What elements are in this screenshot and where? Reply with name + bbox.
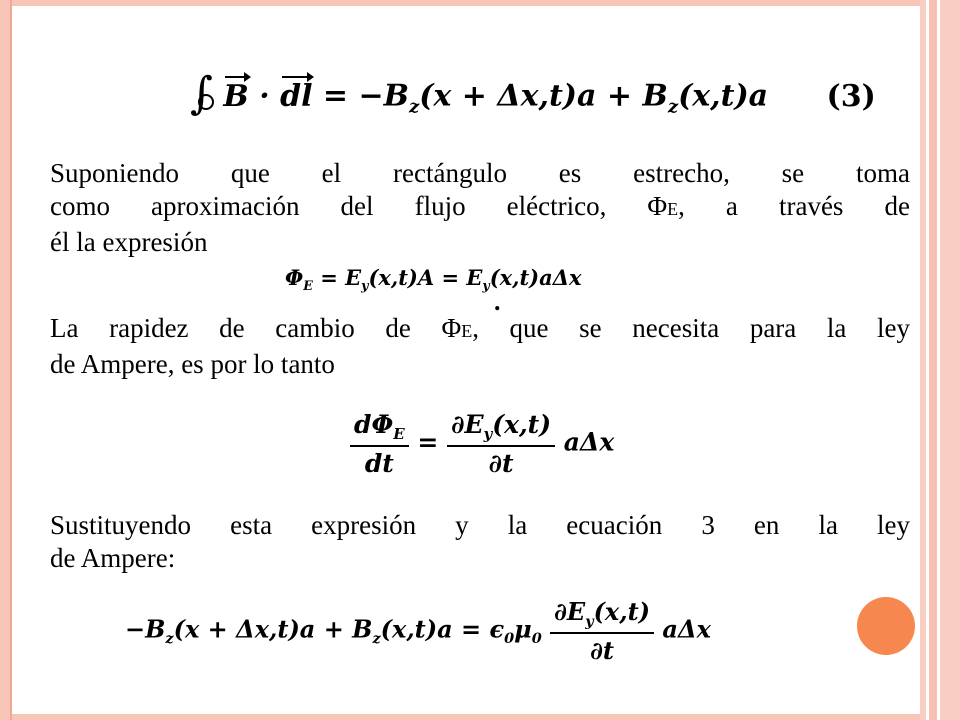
slide-frame-left-border xyxy=(10,0,12,720)
period-mark: . xyxy=(494,287,501,316)
equation-flux: $\Phi_E = E_y(x,t)A = E_y(x,t)a\Delta x$ xyxy=(285,265,582,294)
equation-number: (3) xyxy=(826,78,876,114)
equation-flux-derivative: $\frac{d\Phi_E}{dt}$ = $\frac{\partial E_y(x,t)}{\partial t}$ aΔx xyxy=(350,410,614,478)
slide-frame-bottom xyxy=(0,714,925,720)
slide-frame-left xyxy=(0,0,10,720)
paragraph-substitution: Sustituyendo esta expresión y la ecuación 3 en la ley de Ampere: xyxy=(50,510,910,573)
paragraph-rate-of-change: La rapidez de cambio de ΦE, que se necesita para la ley de Ampere, es por lo tanto xyxy=(50,313,910,379)
right-stripe-3 xyxy=(940,0,960,720)
contour-integral-symbol: ∫ xyxy=(190,68,213,119)
paragraph-flux-approximation: Suponiendo que el rectángulo es estrecho, se toma como aproximación del flujo eléctrico, ΦE, a través de él la expresión xyxy=(50,158,910,257)
decorative-orange-circle xyxy=(857,597,915,655)
right-stripe-2 xyxy=(929,0,937,720)
equation-ampere-result: $-B_z(x + \Delta x,t)a + B_z(x,t)a = \epsilon_0\mu_0$ $\frac{\partial E_y(x,t)}{\partial t}$ aΔx xyxy=(125,597,711,665)
equation-3: ∫ B · dl = $-B_z(x + \Delta x,t)a + B_z(x,t)a$ (3) xyxy=(190,72,876,123)
slide-frame-top xyxy=(0,0,925,6)
